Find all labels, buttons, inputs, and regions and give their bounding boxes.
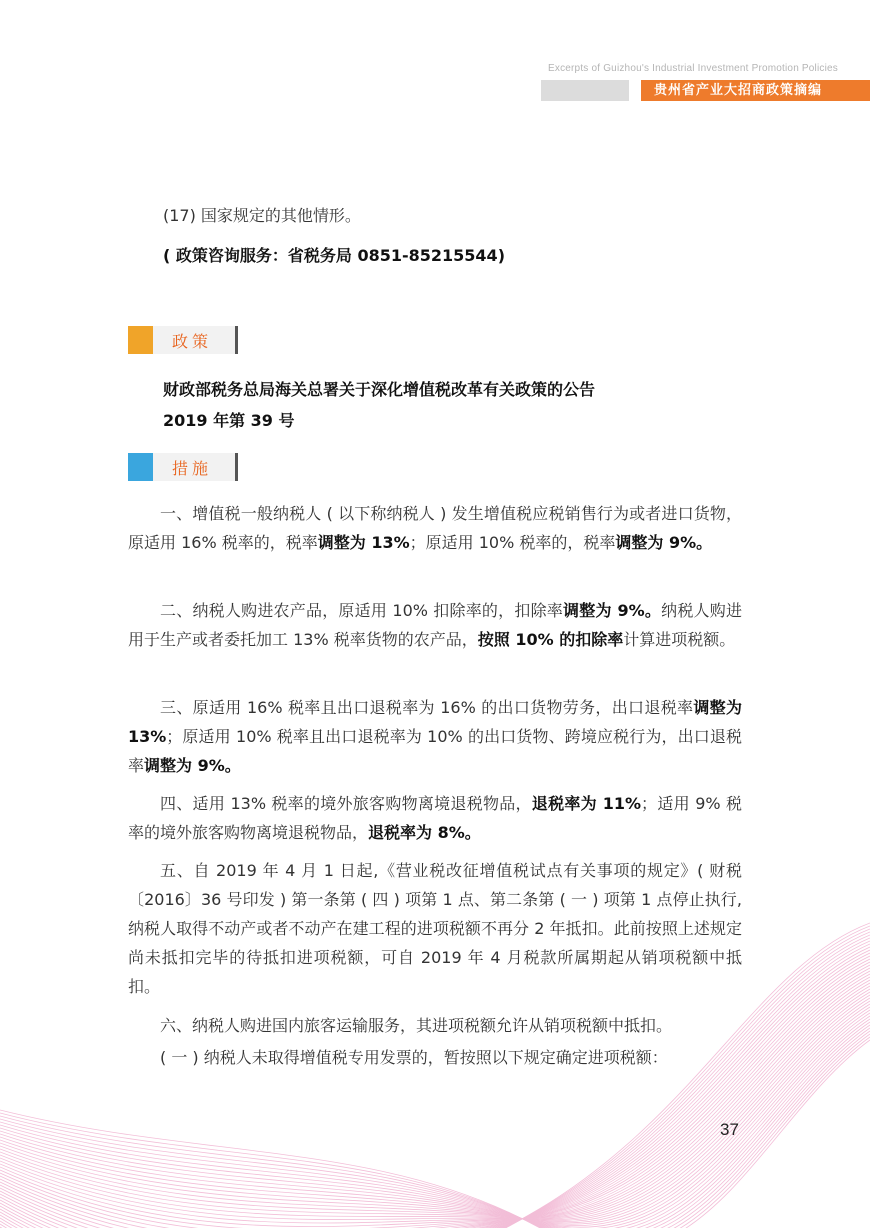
p1-bold-d: 调整为 9%。 (615, 533, 713, 552)
measures-tag-block (128, 453, 153, 481)
policy-title-line2: 2019 年第 39 号 (163, 411, 295, 430)
policy-tag-label: 政策 (172, 332, 213, 351)
wave-line (0, 962, 870, 1228)
measures-tag-label: 措施 (172, 459, 213, 478)
p4-text-a: 四、适用 13% 税率的境外旅客购物离境退税物品， (160, 794, 532, 813)
p3-bold-d: 调整为 9%。 (144, 756, 241, 775)
measure-paragraph-4 (128, 789, 742, 847)
p2-text-e: 计算进项税额。 (623, 630, 736, 649)
p2-text-c: 纳税人购进用于生产或者委托加工 13% 税率货物的农产品， (128, 601, 742, 649)
p3-bold-b: 调整为 13% (128, 698, 742, 746)
p4-bold-d: 退税率为 8%。 (368, 823, 481, 842)
measure-paragraph-7: ( 一 ) 纳税人未取得增值税专用发票的，暂按照以下规定确定进项税额： (160, 1048, 668, 1067)
page-number: 37 (720, 1120, 739, 1139)
item-17-text: (17) 国家规定的其他情形。 (163, 206, 361, 225)
policy-title-line1: 财政部税务总局海关总署关于深化增值税改革有关政策的公告 (163, 380, 596, 399)
measure-paragraph-1 (128, 499, 742, 557)
header-chinese-title: 贵州省产业大招商政策摘编 (641, 80, 870, 101)
p3-text-c: ；原适用 10% 税率且出口退税率为 10% 的出口货物、跨境应税行为，出口退税率 (128, 727, 742, 775)
p1-text-c: ；原适用 10% 税率的，税率 (409, 533, 616, 552)
measures-tag (128, 453, 238, 483)
policy-tag-block (128, 326, 153, 354)
policy-consult-line: ( 政策咨询服务：省税务局 0851-85215544) (163, 246, 506, 265)
policy-tag (128, 326, 238, 356)
measure-paragraph-2 (128, 596, 742, 654)
p2-text-a: 二、纳税人购进农产品，原适用 10% 扣除率的，扣除率 (160, 601, 564, 620)
header-english-title: Excerpts of Guizhou's Industrial Investment Promotion Policies (548, 63, 838, 74)
p4-text-c: ；适用 9% 税率的境外旅客购物离境退税物品， (128, 794, 742, 842)
p2-bold-b: 调整为 9%。 (563, 601, 662, 620)
measure-paragraph-3 (128, 693, 742, 780)
measure-paragraph-5: 五、自 2019 年 4 月 1 日起,《营业税改征增值税试点有关事项的规定》( 财税〔2016〕36 号印发 ) 第一条第 ( 四 ) 项第 1 点、第二条第 ( 一 ) 项第 1 点停止执行, 纳税人取得不动产或者不动产在建工程的进项税额不再分 2 年抵扣。此前按照上述规定尚未抵扣完毕的待抵扣进项税额，可自 2019 年 4 月税款所属期起从销项税额中抵扣。 (128, 861, 742, 996)
p3-text-a: 三、原适用 16% 税率且出口退税率为 16% 的出口货物劳务，出口退税率 (160, 698, 694, 717)
p2-bold-d: 按照 10% 的扣除率 (477, 630, 624, 649)
header-gray-bar (541, 80, 629, 101)
p1-bold-b: 调整为 13% (317, 533, 410, 552)
p4-bold-b: 退税率为 11% (531, 794, 642, 813)
p1-text-a: 一、增值税一般纳税人 ( 以下称纳税人 ) 发生增值税应税销售行为或者进口货物，原适用 16% 税率的，税率 (128, 504, 742, 552)
measure-paragraph-6: 六、纳税人购进国内旅客运输服务，其进项税额允许从销项税额中抵扣。 (160, 1016, 673, 1035)
